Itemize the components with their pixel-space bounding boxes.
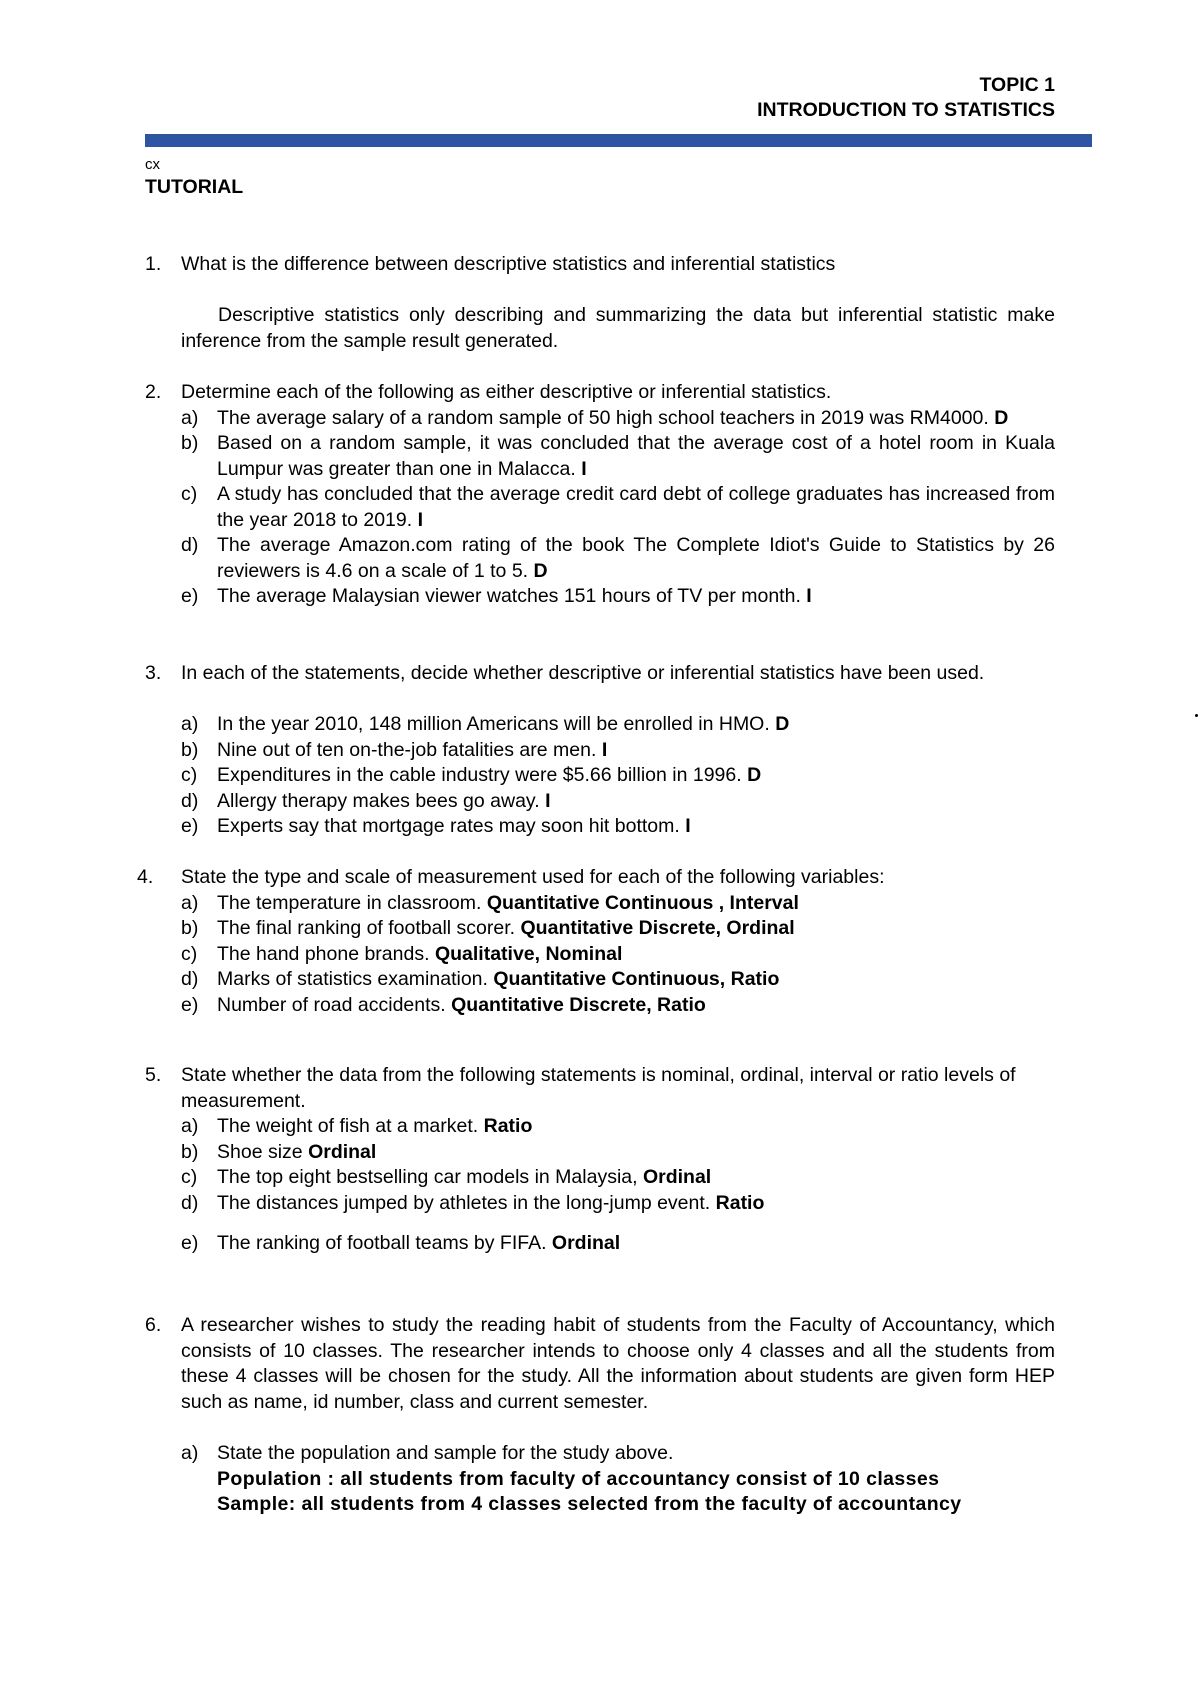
list-item <box>181 482 1055 533</box>
list-item <box>181 1114 1055 1140</box>
list-item <box>181 891 1055 917</box>
item-answer: Ratio <box>483 1115 533 1137</box>
list-item <box>181 1165 1055 1191</box>
item-label: a) <box>181 1115 199 1137</box>
list-item <box>181 1231 1055 1257</box>
item-label: a) <box>181 713 199 735</box>
item-text: Marks of statistics examination. <box>217 968 488 990</box>
item-text: Based on a random sample, it was concluded that the average cost of a hotel room in Kuala Lumpur was greater than one in Malacca. <box>217 432 1055 480</box>
question-number: 2. <box>145 381 162 403</box>
list-item <box>181 712 1055 738</box>
item-label: a) <box>181 406 199 429</box>
item-answer: Ordinal <box>551 1232 621 1254</box>
list-item <box>181 814 1055 840</box>
item-label: d) <box>181 968 199 990</box>
item-label: b) <box>181 917 199 939</box>
list-item <box>181 533 1055 584</box>
item-answer: Quantitative Discrete, Ordinal <box>520 917 795 939</box>
list-item <box>181 967 1055 993</box>
item-label: a) <box>181 891 199 914</box>
item-answer: Quantitative Continuous, Ratio <box>493 968 780 990</box>
item-list <box>181 1114 1055 1216</box>
item-label: c) <box>181 764 198 786</box>
item-label: e) <box>181 815 199 837</box>
answer-paragraph: Descriptive statistics only describing and summarizing the data but inferential statistic make inference from the sample result generated. <box>181 304 1055 352</box>
item-list <box>181 1231 1055 1257</box>
list-item <box>181 738 1055 764</box>
item-answer: D <box>533 559 548 582</box>
item-list <box>181 891 1055 1019</box>
item-text: The average salary of a random sample of 50 high school teachers in 2019 was RM4000. <box>217 406 989 429</box>
item-answer: Qualitative, Nominal <box>434 942 623 965</box>
population-answer: Population : all students from faculty of accountancy consist of 10 classes <box>217 1467 940 1490</box>
list-item <box>181 1441 1055 1467</box>
stray-mark <box>1195 714 1198 717</box>
item-answer: D <box>994 406 1009 429</box>
item-list <box>181 406 1055 610</box>
item-text: The final ranking of football scorer. <box>217 917 516 939</box>
item-text: The distances jumped by athletes in the long-jump event. <box>217 1191 711 1214</box>
item-label: e) <box>181 1232 199 1254</box>
item-label: c) <box>181 942 198 965</box>
question-text: Determine each of the following as either descriptive or inferential statistics. <box>181 381 832 403</box>
question-number: 6. <box>145 1314 162 1336</box>
item-answer: I <box>685 815 691 837</box>
item-text: The ranking of football teams by FIFA. <box>217 1232 547 1254</box>
tutorial-heading: TUTORIAL <box>145 176 244 198</box>
item-label: e) <box>181 993 199 1016</box>
item-text: Shoe size <box>217 1140 303 1163</box>
item-text: In the year 2010, 148 million Americans will be enrolled in HMO. <box>217 713 770 735</box>
item-text: Number of road accidents. <box>217 993 446 1016</box>
question-text: In each of the statements, decide whether descriptive or inferential statistics have been used. <box>181 662 985 684</box>
item-answer: Quantitative Discrete, Ratio <box>451 993 706 1016</box>
item-label: c) <box>181 483 198 505</box>
item-label: d) <box>181 534 199 556</box>
item-text: Expenditures in the cable industry were $5.66 billion in 1996. <box>217 764 742 786</box>
item-answer: D <box>747 764 762 786</box>
item-list <box>181 712 1055 840</box>
item-label: c) <box>181 1166 198 1188</box>
list-item <box>181 1140 1055 1166</box>
item-answer: Ordinal <box>642 1166 712 1188</box>
item-text: Allergy therapy makes bees go away. <box>217 789 540 812</box>
item-list <box>181 1441 1055 1467</box>
item-text: The average Amazon.com rating of the book The Complete Idiot's Guide to Statistics by 26 reviewers is 4.6 on a scale of 1 to 5. <box>217 534 1055 582</box>
question-number: 1. <box>145 253 162 275</box>
list-item <box>181 763 1055 789</box>
sample-answer: Sample: all students from 4 classes selected from the faculty of accountancy <box>217 1493 962 1515</box>
item-answer: I <box>581 457 587 480</box>
item-answer: I <box>806 585 812 607</box>
question-number: 3. <box>145 662 162 684</box>
list-item <box>181 431 1055 482</box>
item-label: a) <box>181 1442 199 1464</box>
list-item <box>181 942 1055 968</box>
item-label: b) <box>181 738 199 761</box>
item-text: State the population and sample for the study above. <box>217 1442 674 1464</box>
list-item <box>181 789 1055 815</box>
item-answer: Ratio <box>715 1191 765 1214</box>
item-label: e) <box>181 585 199 607</box>
header-topic: TOPIC 1 <box>979 74 1055 96</box>
header-rule <box>145 137 1092 147</box>
list-item <box>181 584 1055 610</box>
item-text: The hand phone brands. <box>217 942 430 965</box>
question-text: State whether the data from the following statements is nominal, ordinal, interval or ratio levels of measurement. <box>181 1064 1016 1112</box>
question-text: State the type and scale of measurement used for each of the following variables: <box>181 866 885 888</box>
question-number: 4. <box>137 866 154 888</box>
item-text: A study has concluded that the average credit card debt of college graduates has increased from the year 2018 to 2019. <box>217 483 1055 531</box>
cx-note: cx <box>145 156 160 173</box>
item-text: Nine out of ten on-the-job fatalities are men. <box>217 738 597 761</box>
list-item <box>181 1191 1055 1217</box>
item-text: Experts say that mortgage rates may soon hit bottom. <box>217 815 680 837</box>
question-text: What is the difference between descriptive statistics and inferential statistics <box>181 253 836 275</box>
item-text: The weight of fish at a market. <box>217 1115 479 1137</box>
item-text: The average Malaysian viewer watches 151 hours of TV per month. <box>217 585 801 607</box>
item-label: d) <box>181 789 199 812</box>
item-answer: I <box>601 738 608 761</box>
item-answer: Ordinal <box>308 1140 377 1163</box>
item-answer: I <box>417 508 423 531</box>
item-label: b) <box>181 432 199 454</box>
header-title: INTRODUCTION TO STATISTICS <box>757 99 1055 121</box>
list-item <box>181 406 1055 432</box>
list-item <box>181 993 1055 1019</box>
question-text: A researcher wishes to study the reading habit of students from the Faculty of Accountancy, which consists of 10 classes. The researcher intends to choose only 4 classes and all the students from these 4 classes will be chosen for the study. All the information about students are given form HEP such as name, id number, class and current semester. <box>181 1314 1055 1413</box>
item-answer: I <box>545 789 551 812</box>
item-label: d) <box>181 1191 199 1214</box>
question-number: 5. <box>145 1064 162 1086</box>
item-answer: D <box>775 713 790 735</box>
item-text: The top eight bestselling car models in Malaysia, <box>217 1166 638 1188</box>
item-label: b) <box>181 1140 199 1163</box>
list-item <box>181 916 1055 942</box>
item-answer: Quantitative Continuous , Interval <box>486 891 799 914</box>
item-text: The temperature in classroom. <box>217 891 482 914</box>
